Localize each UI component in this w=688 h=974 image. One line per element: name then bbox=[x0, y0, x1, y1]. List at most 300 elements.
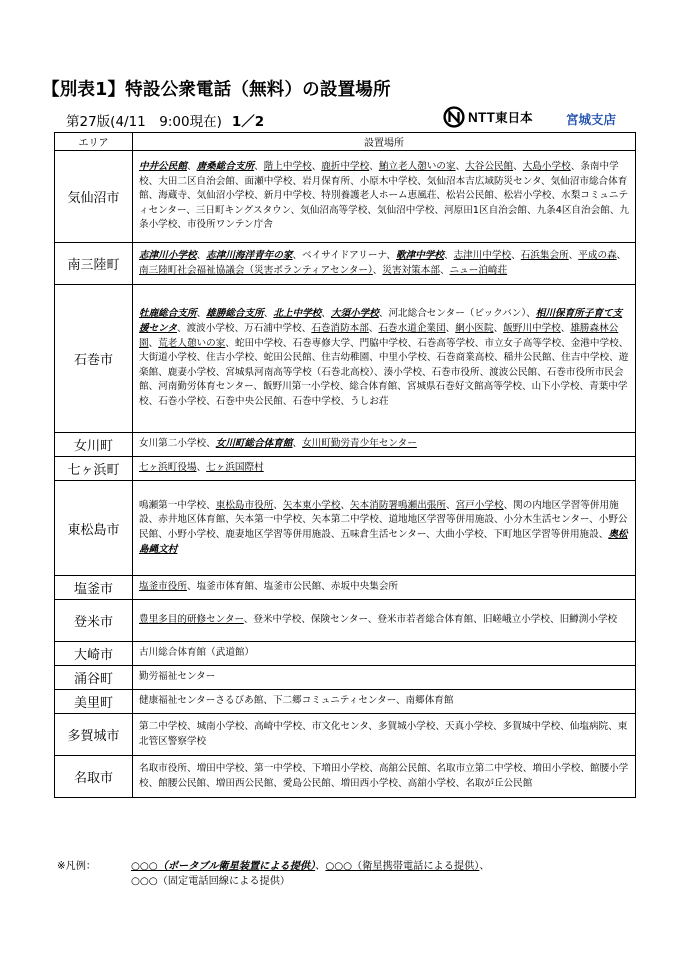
place-separator: 、 bbox=[148, 514, 159, 526]
place-separator: 、 bbox=[243, 614, 254, 626]
place-name: 名取が丘公民館 bbox=[465, 777, 533, 789]
place-name: 七ヶ浜町役場 bbox=[139, 462, 197, 474]
place-name: 古川総合体育館（武道館） bbox=[139, 647, 255, 659]
branch-name: 宮城支店 bbox=[566, 112, 617, 127]
place-name: 蛇田公民館 bbox=[263, 352, 312, 364]
place-separator: 、 bbox=[560, 323, 571, 335]
place-separator: 、 bbox=[206, 499, 216, 511]
place-name: 気仙沼高等学校 bbox=[300, 204, 368, 216]
place-separator: 、 bbox=[301, 614, 311, 626]
place-separator: 、 bbox=[439, 264, 450, 276]
place-name: 中里小学校 bbox=[378, 352, 427, 364]
ntt-logo bbox=[443, 106, 533, 128]
place-separator: 、 bbox=[340, 499, 351, 511]
place-separator: 、 bbox=[302, 762, 312, 774]
place-name: 災害対策本部 bbox=[382, 264, 440, 276]
place-separator: 、 bbox=[474, 337, 485, 349]
place-name: 矢本第二中学校 bbox=[311, 514, 379, 526]
place-separator: 、 bbox=[445, 323, 456, 335]
place-name: 蛇田中学校 bbox=[234, 337, 283, 349]
place-separator: 、 bbox=[386, 249, 397, 261]
area-cell: 大崎市 bbox=[55, 642, 133, 666]
place-separator: 、 bbox=[158, 366, 168, 378]
place-separator: 、 bbox=[339, 381, 350, 393]
place-separator: 、 bbox=[526, 204, 537, 216]
edition-info bbox=[66, 110, 264, 130]
place-name: 新月中学校 bbox=[263, 190, 312, 202]
place-name: 館腰小学校 bbox=[139, 762, 629, 789]
place-separator: 、 bbox=[560, 720, 570, 732]
place-separator: 、 bbox=[426, 529, 436, 540]
place-separator: 、 bbox=[186, 161, 197, 173]
place-name: 面瀬中学校 bbox=[244, 175, 293, 187]
place-name: 牡鹿総合支所 bbox=[139, 308, 197, 320]
logo-text: NTT bbox=[468, 109, 496, 125]
table-row bbox=[55, 243, 636, 285]
place-separator: 、 bbox=[186, 190, 197, 202]
place-separator: 、 bbox=[301, 323, 312, 335]
place-separator: 、 bbox=[273, 777, 283, 789]
area-cell: 東松島市 bbox=[55, 481, 133, 576]
place-separator: 、 bbox=[589, 514, 599, 526]
place-name: 五味倉生活センター bbox=[340, 529, 427, 540]
place-name: 小分木生活センター bbox=[503, 514, 590, 526]
table-row bbox=[55, 756, 636, 798]
place-separator: 、 bbox=[434, 204, 445, 216]
legend-line-2 bbox=[57, 874, 490, 889]
place-name: 条南中学校 bbox=[139, 161, 619, 187]
place-separator: 、 bbox=[493, 190, 504, 202]
place-name: 関の内地区学習等併用施設 bbox=[139, 499, 619, 526]
table-row bbox=[55, 457, 636, 481]
place-name: 仙塩病院 bbox=[569, 720, 609, 732]
place-separator: 、 bbox=[321, 308, 331, 320]
place-separator: 、 bbox=[374, 366, 384, 378]
place-name: 気仙沼小学校 bbox=[196, 190, 255, 202]
place-name: 住吉小学校 bbox=[206, 352, 255, 364]
place-separator: 、 bbox=[422, 366, 432, 378]
places-cell bbox=[133, 714, 636, 756]
place-name: 高舘小学校 bbox=[407, 777, 456, 789]
place-name: 志津川中学校 bbox=[453, 249, 512, 261]
place-name: 石巻市役所市民会館 bbox=[139, 366, 624, 393]
table-row bbox=[55, 690, 636, 714]
place-name: 大須小学校 bbox=[330, 308, 379, 320]
place-separator: 、 bbox=[479, 366, 490, 378]
places-cell bbox=[133, 243, 636, 285]
place-separator: 、 bbox=[395, 695, 406, 707]
area-cell: 石巻市 bbox=[55, 285, 133, 433]
place-name: 東北管区警察学校 bbox=[139, 720, 628, 747]
place-name: 万石浦中学校 bbox=[244, 323, 302, 335]
place-separator: 、 bbox=[369, 161, 379, 173]
area-cell: 涌谷町 bbox=[55, 666, 133, 690]
page-title: 【別表1】特設公衆電話（無料）の設置場所 bbox=[42, 80, 391, 100]
place-separator: 、 bbox=[350, 175, 360, 187]
place-separator: 、 bbox=[513, 161, 523, 173]
places-cell bbox=[133, 576, 636, 600]
place-name: 飯野川第一小学校 bbox=[262, 381, 340, 393]
place-name: 志津川小学校 bbox=[139, 249, 197, 261]
legend-satellite: ○○○（衛星携帯電話による提供） bbox=[325, 861, 480, 872]
place-name: 大島小学校 bbox=[522, 161, 571, 173]
legend-fixed: ○○○（固定電話回線による提供） bbox=[131, 876, 291, 887]
place-name: 南郷体育館 bbox=[405, 695, 454, 707]
place-name: 増田小学校 bbox=[532, 762, 581, 774]
area-cell: 塩釜市 bbox=[55, 576, 133, 600]
place-name: 下増田小学校 bbox=[311, 762, 370, 774]
ntt-mark-icon bbox=[443, 106, 465, 128]
place-separator: 、 bbox=[302, 514, 312, 526]
place-name: 石巻小学校 bbox=[158, 395, 207, 407]
place-separator: 、 bbox=[330, 777, 341, 789]
place-separator: 、 bbox=[521, 381, 532, 393]
place-name: 登米市若者総合体育館 bbox=[377, 614, 474, 626]
place-separator: 、 bbox=[455, 777, 466, 789]
place-name: うしお荘 bbox=[350, 395, 389, 407]
place-separator: 、 bbox=[186, 762, 197, 774]
place-separator: 、 bbox=[148, 175, 159, 187]
place-separator: 、 bbox=[340, 395, 351, 407]
locations-table bbox=[54, 132, 636, 798]
place-name: 歌津中学校 bbox=[396, 249, 444, 261]
table-row bbox=[55, 285, 636, 433]
place-name: 旧嵯峨立小学校 bbox=[482, 614, 550, 626]
place-separator: 、 bbox=[378, 308, 389, 320]
place-name: 赤坂中央集会所 bbox=[330, 581, 399, 593]
legend-sep-1: 、 bbox=[315, 861, 326, 872]
place-separator: 、 bbox=[368, 720, 378, 732]
place-separator: 、 bbox=[225, 337, 235, 349]
table-row bbox=[55, 714, 636, 756]
place-name: 健康福祉センターさるびあ館 bbox=[139, 695, 264, 707]
place-name: 水梨コミュニティセンター bbox=[139, 190, 629, 216]
place-separator: 、 bbox=[608, 720, 618, 732]
place-separator: 、 bbox=[503, 499, 514, 511]
place-name: 相川保育所子育て支援センタ bbox=[139, 308, 623, 335]
place-name: 石巻中央公民館 bbox=[215, 395, 283, 407]
place-name: 北上中学校 bbox=[273, 308, 322, 320]
place-separator: 、 bbox=[292, 175, 303, 187]
place-name: 名取市役所 bbox=[139, 762, 187, 774]
place-separator: 、 bbox=[378, 514, 389, 526]
place-separator: 、 bbox=[311, 190, 322, 202]
place-name: 雄勝森林公園 bbox=[139, 323, 619, 349]
place-name: 小野小学校 bbox=[167, 529, 216, 540]
place-name: 矢本第一中学校 bbox=[234, 514, 303, 526]
place-name: 石巻水道企業団 bbox=[378, 323, 446, 335]
place-separator: 、 bbox=[568, 249, 579, 261]
place-separator: 、 bbox=[321, 581, 331, 593]
place-name: 小野公民館 bbox=[139, 514, 628, 540]
table-row bbox=[55, 666, 636, 690]
place-name: 渡波小学校 bbox=[186, 323, 235, 335]
place-separator: 、 bbox=[234, 175, 245, 187]
place-separator: 、 bbox=[311, 352, 322, 364]
place-name: 宮戸小学校 bbox=[455, 499, 504, 511]
place-name: 住吉幼稚園 bbox=[321, 352, 370, 364]
legend-portable: ○○○（ポータブル衛星装置による提供） bbox=[131, 861, 316, 872]
place-name: 気仙沼市総合体育館 bbox=[139, 175, 628, 202]
place-separator: 、 bbox=[206, 438, 216, 450]
place-separator: 、 bbox=[206, 395, 216, 407]
place-name: ベイサイドアリーナ bbox=[302, 249, 387, 261]
edition-date: 第27版(4/11 9:00現在) bbox=[66, 114, 222, 130]
area-cell: 登米市 bbox=[55, 600, 133, 642]
place-separator: 、 bbox=[311, 161, 322, 173]
place-name: 大谷公民館 bbox=[465, 161, 514, 173]
place-name: 旧鱒渕小学校 bbox=[559, 614, 618, 626]
place-name: 多賀城中学校 bbox=[502, 720, 561, 732]
place-separator: 、 bbox=[369, 762, 379, 774]
place-separator: 、 bbox=[234, 323, 245, 335]
table-row bbox=[55, 433, 636, 457]
place-name: 青葉中学校 bbox=[139, 381, 628, 407]
place-separator: 、 bbox=[292, 249, 303, 261]
place-name: 矢本東小学校 bbox=[282, 499, 341, 511]
place-name: 岩月保育所 bbox=[302, 175, 351, 187]
place-separator: 、 bbox=[254, 352, 264, 364]
place-separator: 、 bbox=[616, 249, 627, 261]
places-cell bbox=[133, 285, 636, 433]
place-name: 石巻高等学校 bbox=[417, 337, 475, 349]
place-name: 鹿妻地区学習等併用施設 bbox=[225, 529, 331, 540]
place-name: 石巻消防本部 bbox=[311, 323, 369, 335]
place-name: 市役所ワンテン庁舎 bbox=[186, 219, 273, 231]
place-name: 網小医院 bbox=[455, 323, 494, 335]
place-separator: 、 bbox=[598, 529, 609, 540]
place-name: 館腰公民館 bbox=[158, 777, 207, 789]
places-cell bbox=[133, 151, 636, 243]
place-separator: 、 bbox=[186, 581, 197, 593]
table-row bbox=[55, 642, 636, 666]
place-name: 奥松島縄文村 bbox=[139, 529, 628, 555]
place-separator: 、 bbox=[225, 514, 235, 526]
place-name: 荒老人憩いの家 bbox=[158, 337, 226, 349]
place-name: 松岩公民館 bbox=[446, 190, 494, 202]
place-name: 石巻専修大学 bbox=[292, 337, 351, 349]
place-name: 多賀城小学校 bbox=[377, 720, 436, 732]
place-separator: 、 bbox=[158, 529, 168, 540]
place-name: 海蔵寺 bbox=[158, 190, 187, 202]
place-separator: 、 bbox=[263, 308, 274, 320]
table-header-row bbox=[55, 133, 636, 151]
place-separator: 、 bbox=[609, 204, 620, 216]
table-row bbox=[55, 151, 636, 243]
place-name: 気仙沼中学校 bbox=[376, 204, 435, 216]
place-separator: 、 bbox=[526, 308, 536, 320]
place-name: 小原木中学校 bbox=[359, 175, 418, 187]
place-separator: 、 bbox=[570, 161, 581, 173]
place-name: 高崎中学校 bbox=[254, 720, 303, 732]
place-separator: 、 bbox=[148, 337, 159, 349]
place-name: 河原田1区自治会館 bbox=[444, 204, 527, 216]
place-separator: 、 bbox=[369, 352, 379, 364]
place-separator: 、 bbox=[426, 762, 437, 774]
place-separator: 、 bbox=[367, 614, 378, 626]
place-name: 下二郷コミュニティセンター bbox=[272, 695, 396, 707]
place-name: 女川町総合体育館 bbox=[215, 438, 293, 450]
place-name: 鹿折中学校 bbox=[321, 161, 370, 173]
place-name: 湊小学校 bbox=[383, 366, 423, 378]
place-name: 遊楽館 bbox=[139, 352, 629, 378]
place-name: 大街道小学校 bbox=[139, 352, 197, 364]
place-name: 山下小学校 bbox=[531, 381, 580, 393]
place-name: 登米中学校 bbox=[253, 614, 302, 626]
place-separator: 、 bbox=[579, 381, 590, 393]
place-separator: 、 bbox=[177, 323, 187, 335]
place-separator: 、 bbox=[443, 249, 454, 261]
place-separator: 、 bbox=[511, 249, 521, 261]
place-separator: 、 bbox=[522, 762, 533, 774]
places-cell bbox=[133, 600, 636, 642]
places-cell bbox=[133, 433, 636, 457]
table-row bbox=[55, 600, 636, 642]
place-name: 河北総合センター（ビックバン） bbox=[388, 308, 527, 320]
place-separator: 、 bbox=[550, 614, 560, 626]
place-separator: 、 bbox=[350, 337, 360, 349]
place-separator: 、 bbox=[215, 529, 226, 540]
place-separator: 、 bbox=[186, 204, 196, 216]
place-separator: 、 bbox=[177, 219, 187, 231]
places-cell bbox=[133, 756, 636, 798]
legend bbox=[57, 859, 490, 889]
place-name: 住吉中学校 bbox=[561, 352, 610, 364]
place-separator: 、 bbox=[367, 204, 377, 216]
place-separator: 、 bbox=[244, 720, 255, 732]
place-name: 気仙沼本吉広域防災センタ bbox=[426, 175, 541, 187]
place-name: 鹿妻小学校 bbox=[167, 366, 216, 378]
place-separator: 、 bbox=[493, 720, 503, 732]
place-name: 中井公民館 bbox=[139, 161, 187, 173]
logo-suffix: 東日本 bbox=[495, 110, 533, 125]
page-indicator: 1／2 bbox=[231, 114, 265, 130]
place-name: 大曲小学校 bbox=[435, 529, 484, 540]
place-name: 金港中学校 bbox=[570, 337, 619, 349]
place-name: 石巻中学校 bbox=[292, 395, 341, 407]
places-cell bbox=[133, 642, 636, 666]
place-separator: 、 bbox=[292, 438, 303, 450]
place-name: 下町地区学習等併用施設 bbox=[493, 529, 599, 540]
table-row bbox=[55, 576, 636, 600]
place-name: 特別養護老人ホーム恵風荘 bbox=[321, 190, 437, 202]
place-separator: 、 bbox=[215, 366, 226, 378]
place-name: 女川町勤労青少年センター bbox=[302, 438, 417, 450]
place-separator: 、 bbox=[540, 175, 551, 187]
places-cell bbox=[133, 666, 636, 690]
place-separator: 、 bbox=[148, 190, 159, 202]
place-name: 第二中学校 bbox=[139, 720, 187, 732]
place-name: 平成の森 bbox=[578, 249, 617, 261]
place-separator: 、 bbox=[609, 352, 619, 364]
place-separator: 、 bbox=[302, 720, 312, 732]
place-name: 塩釜市体育館 bbox=[196, 581, 255, 593]
place-separator: 、 bbox=[206, 777, 216, 789]
place-name: 城南小学校 bbox=[196, 720, 245, 732]
place-separator: 、 bbox=[483, 529, 494, 540]
place-separator: 、 bbox=[398, 777, 408, 789]
place-name: 赤井地区体育館 bbox=[158, 514, 226, 526]
place-name: 天真小学校 bbox=[445, 720, 494, 732]
place-name: 豊里多目的研修センター bbox=[139, 614, 244, 626]
place-separator: 、 bbox=[282, 395, 293, 407]
place-separator: 、 bbox=[148, 777, 159, 789]
place-name: 門脇中学校 bbox=[359, 337, 408, 349]
place-name: 稲井公民館 bbox=[503, 352, 552, 364]
place-name: 南三陸町社会福祉協議会（災害ボランティアセンター） bbox=[139, 264, 373, 276]
places-cell bbox=[133, 481, 636, 576]
place-name: 矢本消防署鳴瀬出張所 bbox=[350, 499, 446, 511]
place-name: 宮城県石巻好文館高等学校 bbox=[406, 381, 522, 393]
place-name: 九条小学校 bbox=[139, 204, 629, 231]
place-separator: 、 bbox=[290, 204, 301, 216]
place-separator: 、 bbox=[196, 352, 207, 364]
place-separator: 、 bbox=[254, 161, 264, 173]
place-separator: 、 bbox=[273, 499, 283, 511]
place-separator: 、 bbox=[397, 381, 407, 393]
place-separator: 、 bbox=[407, 337, 418, 349]
header-places: 設置場所 bbox=[133, 133, 636, 151]
legend-sep-2: 、 bbox=[479, 861, 490, 872]
area-cell: 多賀城市 bbox=[55, 714, 133, 756]
place-separator: 、 bbox=[253, 381, 263, 393]
area-cell: 南三陸町 bbox=[55, 243, 133, 285]
place-separator: 、 bbox=[330, 529, 341, 540]
place-separator: 、 bbox=[417, 175, 427, 187]
place-name: 増田西小学校 bbox=[340, 777, 399, 789]
place-separator: 、 bbox=[186, 720, 197, 732]
place-name: 九条4区自治会館 bbox=[536, 204, 610, 216]
area-cell: 名取市 bbox=[55, 756, 133, 798]
place-name: 増田中学校 bbox=[196, 762, 245, 774]
place-name: 愛島公民館 bbox=[282, 777, 331, 789]
place-separator: 、 bbox=[244, 762, 255, 774]
place-separator: 、 bbox=[148, 395, 159, 407]
place-name: 七ヶ浜国際村 bbox=[206, 462, 264, 474]
place-name: 鮪立老人憩いの家 bbox=[378, 161, 456, 173]
place-name: 第一中学校 bbox=[254, 762, 303, 774]
place-name: 保険センター bbox=[310, 614, 368, 626]
place-separator: 、 bbox=[426, 352, 437, 364]
place-name: 高舘公民館 bbox=[378, 762, 427, 774]
place-name: 女川第二小学校 bbox=[139, 438, 207, 450]
place-separator: 、 bbox=[368, 323, 379, 335]
place-separator: 、 bbox=[551, 190, 562, 202]
place-name: 塩釜市公民館 bbox=[263, 581, 322, 593]
place-name: ニュー泊崎荘 bbox=[449, 264, 508, 276]
legend-line-1 bbox=[57, 859, 490, 874]
place-separator: 、 bbox=[446, 499, 456, 511]
place-separator: 、 bbox=[537, 366, 547, 378]
place-separator: 、 bbox=[493, 352, 504, 364]
header-area: エリア bbox=[55, 133, 133, 151]
place-separator: 、 bbox=[455, 161, 466, 173]
place-name: 宮城県河南高等学校（石巻北高校） bbox=[225, 366, 375, 378]
place-separator: 、 bbox=[435, 720, 446, 732]
place-name: 名取市立第二中学校 bbox=[436, 762, 523, 774]
place-name: 市文化センタ bbox=[311, 720, 369, 732]
place-separator: 、 bbox=[436, 190, 446, 202]
place-name: 塩釜市役所 bbox=[139, 581, 187, 593]
place-separator: 、 bbox=[473, 614, 483, 626]
place-separator: 、 bbox=[148, 381, 159, 393]
place-name: 増田西公民館 bbox=[215, 777, 274, 789]
place-separator: 、 bbox=[618, 337, 629, 349]
place-separator: 、 bbox=[493, 323, 504, 335]
place-separator: 、 bbox=[551, 352, 562, 364]
legend-label: ※凡例： bbox=[57, 861, 97, 872]
place-separator: 、 bbox=[493, 514, 504, 526]
